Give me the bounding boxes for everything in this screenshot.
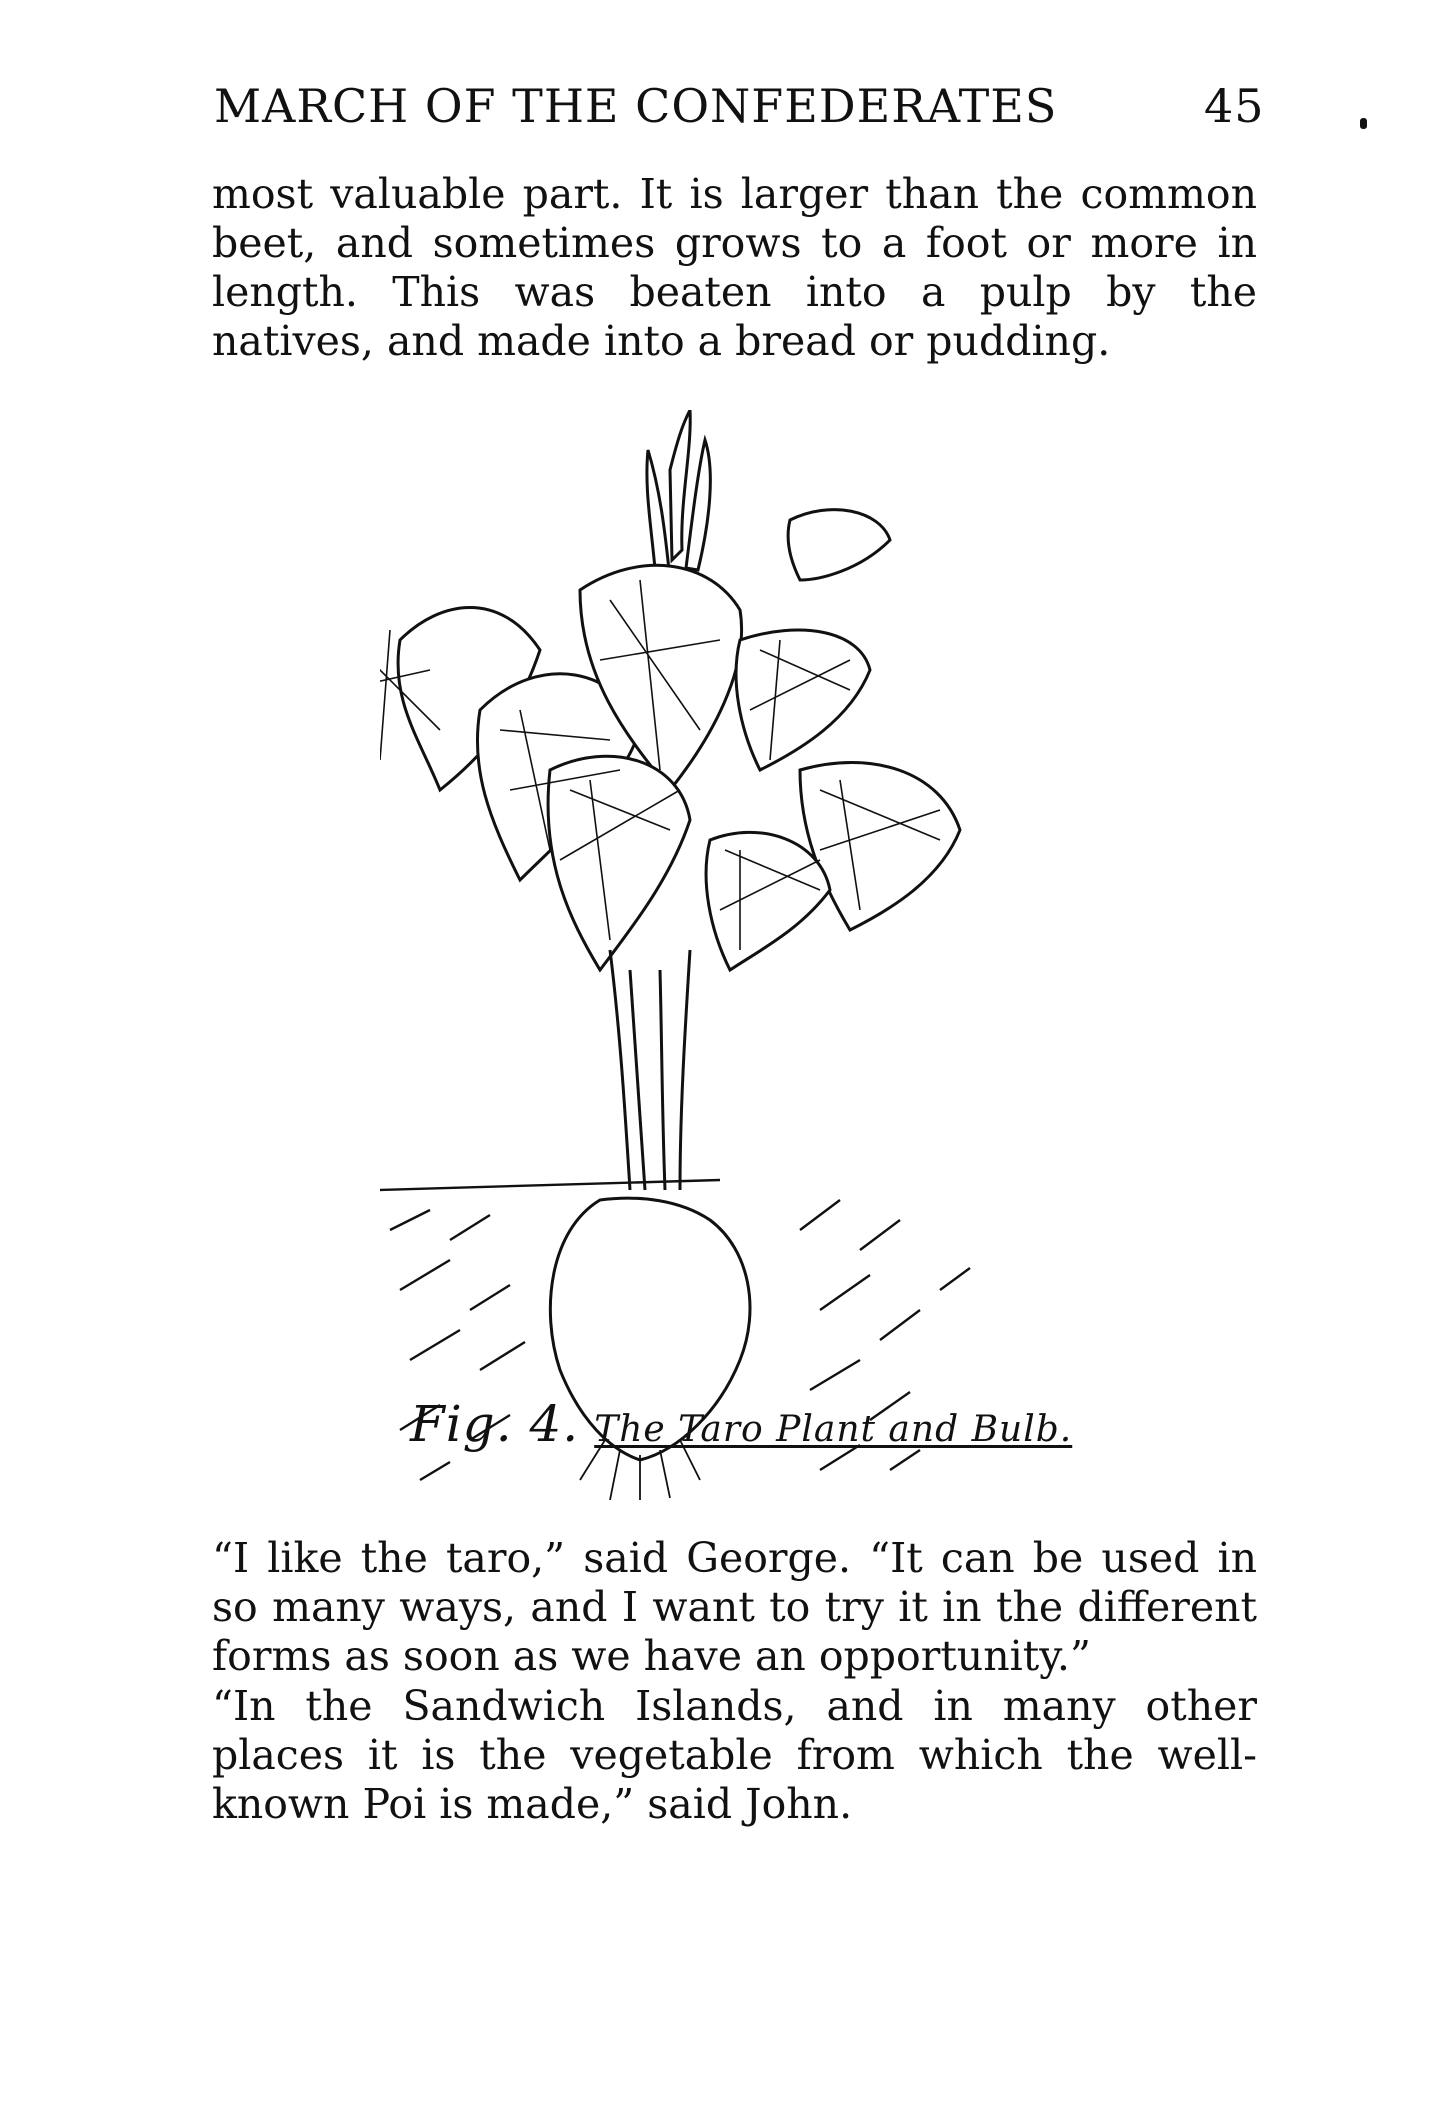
leaf-right-upper (736, 630, 870, 770)
leaf-right-top (788, 510, 890, 580)
figure-title: The Taro Plant and Bulb. (594, 1409, 1073, 1450)
running-header (214, 78, 1264, 134)
page-number: 45 (1204, 79, 1265, 133)
leaf-right-lower (800, 763, 960, 931)
figure-label: Fig. 4. (410, 1395, 580, 1453)
shoot-2 (686, 440, 710, 570)
paragraph-2: “I like the taro,” said George. “It can be used in so many ways, and I want to try it in the different forms as soon as we have an opportunity.” (212, 1534, 1257, 1680)
shoot-3 (647, 450, 670, 580)
leaf-center-lower (548, 756, 690, 970)
taro-plant-illustration (380, 410, 1080, 1500)
figure-caption (410, 1394, 1090, 1454)
shoot-1 (670, 410, 690, 560)
leaf-lower-right (706, 832, 830, 970)
taro-leaves (398, 410, 960, 970)
ink-speck (1360, 118, 1367, 129)
chapter-title: MARCH OF THE CONFEDERATES (214, 79, 1058, 133)
paragraph-3: “In the Sandwich Islands, and in many other places it is the vegetable from which the well-known Poi is made,” said John. (212, 1682, 1257, 1828)
taro-stalks (610, 950, 690, 1190)
paragraph-1: most valuable part. It is larger than the common beet, and sometimes grows to a foot or more in length. This was beaten into a pulp by the natives, and made into a bread or pudding. (212, 170, 1257, 365)
